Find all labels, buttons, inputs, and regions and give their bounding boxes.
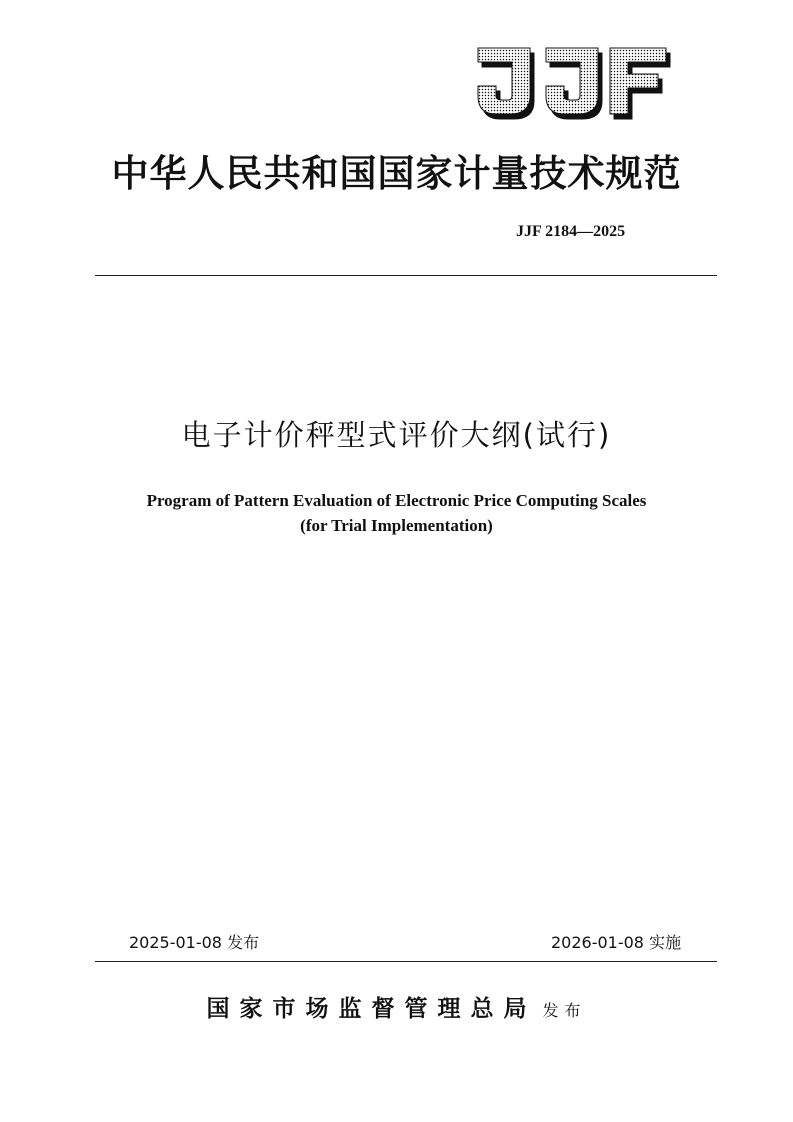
standard-code: JJF 2184—2025 bbox=[516, 223, 626, 240]
implementation-date: 2026-01-08 实施 bbox=[551, 933, 682, 952]
bottom-divider bbox=[95, 961, 717, 962]
issuer-action: 发布 bbox=[542, 1001, 587, 1020]
issuer-line bbox=[0, 990, 793, 1023]
issuer-name: 国家市场监督管理总局 bbox=[206, 995, 537, 1022]
chinese-title: 电子计价秤型式评价大纲(试行) bbox=[181, 418, 612, 452]
issue-date: 2025-01-08 发布 bbox=[129, 933, 260, 952]
top-divider bbox=[95, 275, 717, 276]
english-subtitle: (for Trial Implementation) bbox=[300, 516, 493, 535]
jjf-logo bbox=[466, 34, 676, 120]
english-title: Program of Pattern Evaluation of Electronic Price Computing Scales bbox=[146, 491, 647, 510]
organization-title: 中华人民共和国国家计量技术规范 bbox=[111, 152, 682, 195]
